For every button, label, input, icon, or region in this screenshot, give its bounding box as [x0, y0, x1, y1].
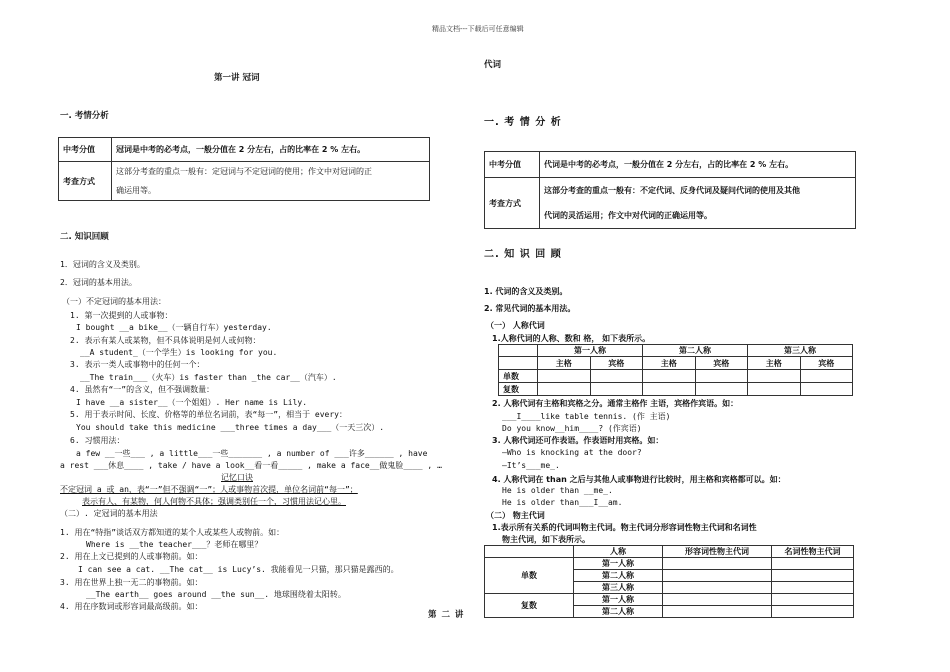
- right-line: 物主代词，如下表所示。: [502, 535, 590, 544]
- person-cell: 第一人称: [574, 558, 663, 570]
- right-method-text-a: 这部分考查的重点一般有：不定代词、反身代词及疑问代词的使用及其他: [544, 186, 800, 195]
- left-line: 2．冠词的基本用法。: [60, 278, 137, 287]
- left-line: 表示有人、有某物，何人何物不具体；强调类别任一个，习惯用法记心里。: [82, 497, 346, 506]
- left-line: __A student_（一个学生）is looking for you.: [80, 348, 278, 357]
- plural-row-label: 复数: [499, 383, 538, 396]
- person-cell: 第二人称: [574, 570, 663, 582]
- right-method-text-b: 代词的灵活运用；作文中对代词的正确运用等。: [544, 211, 712, 220]
- third-person-header: 第三人称: [748, 345, 853, 357]
- right-line: ___I____like table tennis. (作 主语): [502, 412, 671, 421]
- left-line: 4. 用在序数词或形容词最高级前。如：: [60, 602, 203, 611]
- left-line: Where is __the teacher___？老师在哪里？: [86, 540, 263, 549]
- left-method-text-a: 这部分考查的重点一般有：定冠词与不定冠词的使用；作文中对冠词的正: [116, 167, 372, 176]
- lecture-two-title: 第 二 讲: [428, 610, 465, 620]
- left-line: You should take this medicine ___three times a day___（一天三次）.: [76, 423, 385, 432]
- right-line: 2. 常见代词的基本用法。: [484, 304, 576, 313]
- right-line: 2. 人称代词有主格和宾格之分。通常主格作 主语，宾格作宾语。如：: [492, 399, 739, 408]
- left-line: __The train___（火车）is faster than _the car__（汽车）.: [80, 373, 337, 382]
- right-line: （二） 物主代词: [486, 511, 545, 520]
- sub-header: 主格: [748, 357, 801, 370]
- adjective-possessive-header: 形容词性物主代词: [663, 546, 772, 558]
- right-line: He is older than __me_.: [502, 486, 613, 495]
- left-exam-table: [58, 137, 430, 201]
- personal-pronoun-table: [498, 344, 853, 396]
- sub-header: 宾格: [800, 357, 853, 370]
- right-line: He is older than___I__am.: [502, 498, 623, 507]
- left-line: I bought __a bike__（一辆自行车）yesterday.: [76, 323, 272, 332]
- person-header: 人称: [574, 546, 663, 558]
- right-exam-table: [484, 151, 856, 229]
- left-method-label: 考查方式: [59, 162, 112, 201]
- noun-possessive-header: 名词性物主代词: [772, 546, 854, 558]
- left-line: （一）不定冠词的基本用法：: [62, 297, 166, 306]
- left-line: 记忆口诀: [221, 473, 253, 482]
- left-line: 3. 用在世界上独一无二的事物前。如：: [60, 578, 203, 587]
- right-line: —Who is knocking at the door?: [502, 448, 642, 457]
- right-line: —It’s___me_.: [502, 461, 560, 470]
- left-line: a few __一些___ , a little___一些_______ , a number of ___许多______ , have: [76, 449, 428, 458]
- left-line: 1. 第一次提到的人或事物：: [70, 311, 173, 320]
- sub-header: 宾格: [695, 357, 748, 370]
- person-cell: 第三人称: [574, 582, 663, 594]
- person-cell: 第二人称: [574, 606, 663, 618]
- right-line: 1. 代词的含义及类别。: [484, 287, 568, 296]
- left-title: 第一讲 冠词: [214, 73, 260, 83]
- right-line: 3. 人称代词还可作表语。作表语时用宾格。如：: [492, 436, 664, 445]
- sub-header: 主格: [538, 357, 591, 370]
- right-line: Do you know__him____? (作宾语): [502, 424, 642, 433]
- left-line: 1. 用在“特指”谈话双方都知道的某个人或某些人或物前。如：: [60, 528, 285, 537]
- second-person-header: 第二人称: [643, 345, 748, 357]
- right-section-1: 一. 考 情 分 析: [484, 117, 562, 128]
- left-line: 5. 用于表示时间、长度、价格等的单位名词前，表“每一”，相当于 every：: [70, 410, 347, 419]
- singular-group-label: 单数: [485, 558, 574, 594]
- left-line: 2. 表示有某人或某物，但不具体说明是何人或何物：: [70, 336, 261, 345]
- left-line: 4. 虽然有“一”的含义，但不强调数量：: [70, 385, 215, 394]
- left-section-1: 一. 考情分析: [60, 111, 109, 121]
- right-section-2: 二. 知 识 回 顾: [484, 249, 562, 260]
- right-line: 4. 人称代词在 than 之后与其他人或事物进行比较时，用主格和宾格都可以。如：: [492, 475, 786, 484]
- left-line: a rest ___休息____ , take / have a look__看一看_____ , make a face__做鬼脸____ , …: [60, 461, 442, 470]
- left-line: （二）. 定冠词的基本用法: [60, 509, 158, 518]
- right-score-label: 中考分值: [485, 152, 540, 178]
- right-method-label: 考查方式: [485, 178, 540, 229]
- left-line: 2. 用在上文已提到的人或事物前。如：: [60, 552, 203, 561]
- singular-row-label: 单数: [499, 370, 538, 383]
- plural-group-label: 复数: [485, 594, 574, 618]
- right-line: 1.表示所有关系的代词叫物主代词。物主代词分形容词性物主代词和名词性: [492, 523, 757, 532]
- sub-header: 宾格: [590, 357, 643, 370]
- watermark: 精品文档---下载后可任意编辑: [432, 25, 524, 33]
- person-cell: 第一人称: [574, 594, 663, 606]
- left-line: 1．冠词的含义及类别。: [60, 260, 145, 269]
- right-title: 代词: [484, 60, 502, 70]
- left-score-label: 中考分值: [59, 138, 112, 162]
- possessive-pronoun-table: [484, 545, 854, 618]
- sub-header: 主格: [643, 357, 696, 370]
- left-method-text-b: 确运用等。: [116, 186, 156, 195]
- left-section-2: 二. 知识回顾: [60, 232, 109, 242]
- left-line: I have __a sister__（一个姐姐）. Her name is Lily.: [76, 398, 308, 407]
- right-score-text: 代词是中考的必考点，一般分值在 2 分左右，占的比率在 2 % 左右。: [540, 152, 856, 178]
- left-line: 6. 习惯用法：: [70, 436, 125, 445]
- left-line: __The earth__ goes around __the sun__. 地球围绕着太阳转。: [86, 590, 346, 599]
- left-line: I can see a cat. __The cat__ is Lucy’s. 我能看见一只猫，那只猫是露西的。: [78, 565, 399, 574]
- right-line: （一） 人称代词: [486, 321, 545, 330]
- right-line: 1.人称代词的人称、数和 格， 如下表所示。: [492, 334, 651, 343]
- left-line: 3. 表示一类人或事物中的任何一个：: [70, 360, 205, 369]
- left-line: 不定冠词 a 或 an，表“一”但不强调“一”；人或事物首次提，单位名词前“每一”；: [60, 485, 358, 494]
- left-score-text: 冠词是中考的必考点，一般分值在 2 分左右，占的比率在 2 % 左右。: [112, 138, 430, 162]
- first-person-header: 第一人称: [538, 345, 643, 357]
